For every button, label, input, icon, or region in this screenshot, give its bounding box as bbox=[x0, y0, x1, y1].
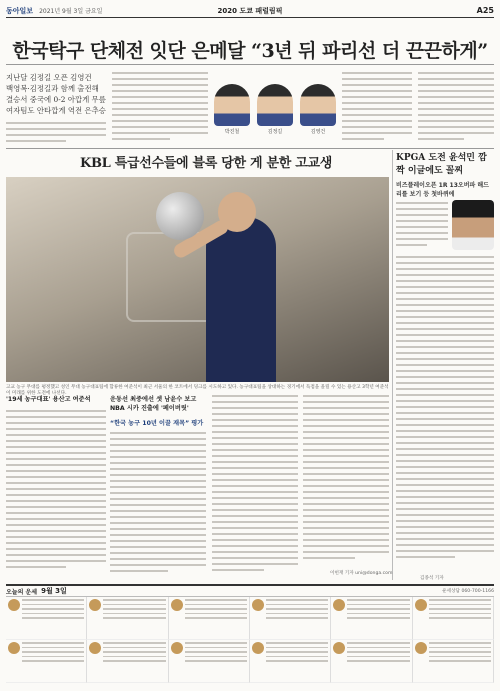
kpga-byline: 김종석 기자 bbox=[420, 576, 444, 581]
player-portrait bbox=[257, 84, 293, 126]
zodiac-animal-icon bbox=[8, 642, 20, 654]
fortune-section bbox=[6, 584, 494, 684]
zodiac-cell bbox=[250, 597, 331, 640]
subhead-line: 결승서 중국에 0-2 아깝게 무릎 bbox=[6, 95, 106, 104]
kbl-headline: KBL 특급선수들에 블록 당한 게 분한 고교생 bbox=[80, 156, 333, 171]
zodiac-cell bbox=[250, 640, 331, 683]
zodiac-animal-icon bbox=[333, 642, 345, 654]
player-body bbox=[206, 217, 276, 382]
subhead-line: 백영복·김정길과 함께 출전해 bbox=[6, 84, 99, 93]
subhead-line: 지난달 김정길 오픈 김영건 bbox=[6, 73, 92, 82]
main-subhead bbox=[6, 72, 106, 116]
issue-date: 2021년 9월 3일 금요일 bbox=[39, 8, 103, 15]
zodiac-animal-icon bbox=[171, 642, 183, 654]
fortune-header bbox=[6, 586, 494, 597]
zodiac-cell bbox=[6, 597, 87, 640]
photo-caption: 박진철 bbox=[224, 129, 240, 135]
article-body-col3 bbox=[342, 72, 412, 146]
fortune-date: 9월 3일 bbox=[41, 587, 67, 595]
zodiac-cell bbox=[87, 597, 168, 640]
kpga-body bbox=[396, 256, 494, 574]
subhead-line: 여자팀도 안타깝게 역전 은추승 bbox=[6, 106, 106, 115]
player-portrait bbox=[214, 84, 250, 126]
zodiac-animal-icon bbox=[415, 642, 427, 654]
zodiac-animal-icon bbox=[171, 599, 183, 611]
zodiac-cell bbox=[169, 597, 250, 640]
basketball-icon bbox=[156, 192, 204, 240]
headline-rule bbox=[6, 64, 494, 65]
zodiac-animal-icon bbox=[89, 642, 101, 654]
zodiac-cell bbox=[331, 597, 412, 640]
fortune-ad: 운세상담 060-700-1166 bbox=[442, 589, 494, 594]
photo-caption: 김영건 bbox=[310, 129, 326, 135]
zodiac-cell bbox=[413, 597, 494, 640]
kpga-body-top bbox=[396, 202, 448, 252]
zodiac-cell bbox=[87, 640, 168, 683]
kbl-subhead-1: '19세 농구대표' 용산고 여준석 bbox=[6, 396, 91, 403]
fortune-grid bbox=[6, 597, 494, 683]
kbl-body-col2 bbox=[110, 432, 206, 580]
column-rule bbox=[392, 150, 393, 580]
kbl-subhead-3: “한국 농구 10년 이끌 재목” 평가 bbox=[110, 420, 204, 427]
player-portrait bbox=[300, 84, 336, 126]
zodiac-animal-icon bbox=[333, 599, 345, 611]
zodiac-animal-icon bbox=[415, 599, 427, 611]
kpga-subhead: 비즈플레이오픈 1R 13오버파 해드리를 보기 등 첫바퀴에 bbox=[396, 182, 489, 198]
newspaper-logo: 동아일보 bbox=[6, 6, 34, 15]
kpga-headline: KPGA 도전 윤석민 깜짝 이글에도 꼴찌 bbox=[396, 153, 487, 176]
main-headline: 한국탁구 단체전 잇단 은메달 “3년 뒤 파리선 더 끈끈하게” bbox=[12, 40, 488, 62]
zodiac-cell bbox=[331, 640, 412, 683]
zodiac-animal-icon bbox=[8, 599, 20, 611]
kbl-body-col3 bbox=[212, 395, 298, 580]
photo-caption: 김정길 bbox=[267, 129, 283, 135]
zodiac-animal-icon bbox=[252, 599, 264, 611]
player-photos bbox=[213, 84, 337, 142]
kbl-body-col4 bbox=[303, 395, 389, 567]
zodiac-animal-icon bbox=[89, 599, 101, 611]
basketball-photo bbox=[6, 177, 389, 382]
section-rule bbox=[6, 148, 494, 149]
article-body-col4 bbox=[418, 72, 494, 146]
zodiac-animal-icon bbox=[252, 642, 264, 654]
player-photo bbox=[213, 84, 251, 142]
article-body-col2 bbox=[112, 72, 208, 146]
article-body-col1 bbox=[6, 122, 106, 146]
fortune-title: 오늘의 운세 bbox=[6, 588, 38, 596]
player-photo bbox=[256, 84, 294, 142]
photo-caption: 고교 농구 무대를 평정했고 성인 무대 농구대표팀에 합류한 여준석이 최근 서울의 한 코트에서 덩크를 시도하고 있다. 농구대표팀을 상대하는 경기에서 득점을 올릴 수 있는 용산고 3학년 여준석이 미래를 위한 도전에 나선다. bbox=[6, 385, 389, 396]
section-title: 2020 도쿄 패럴림픽 bbox=[217, 6, 283, 15]
page-number: A25 bbox=[476, 6, 494, 15]
kbl-body-col1 bbox=[6, 410, 106, 580]
zodiac-cell bbox=[413, 640, 494, 683]
golfer-photo bbox=[452, 200, 494, 250]
zodiac-cell bbox=[169, 640, 250, 683]
player-photo bbox=[299, 84, 337, 142]
kbl-subhead-2: 운동선 최중에선 셋 남윤수 보고 NBA 시카 진출에 '페이버릿' bbox=[110, 396, 197, 412]
page-header bbox=[6, 4, 494, 18]
zodiac-cell bbox=[6, 640, 87, 683]
kbl-byline: 이헌재 기자 uni@donga.com bbox=[330, 571, 393, 576]
